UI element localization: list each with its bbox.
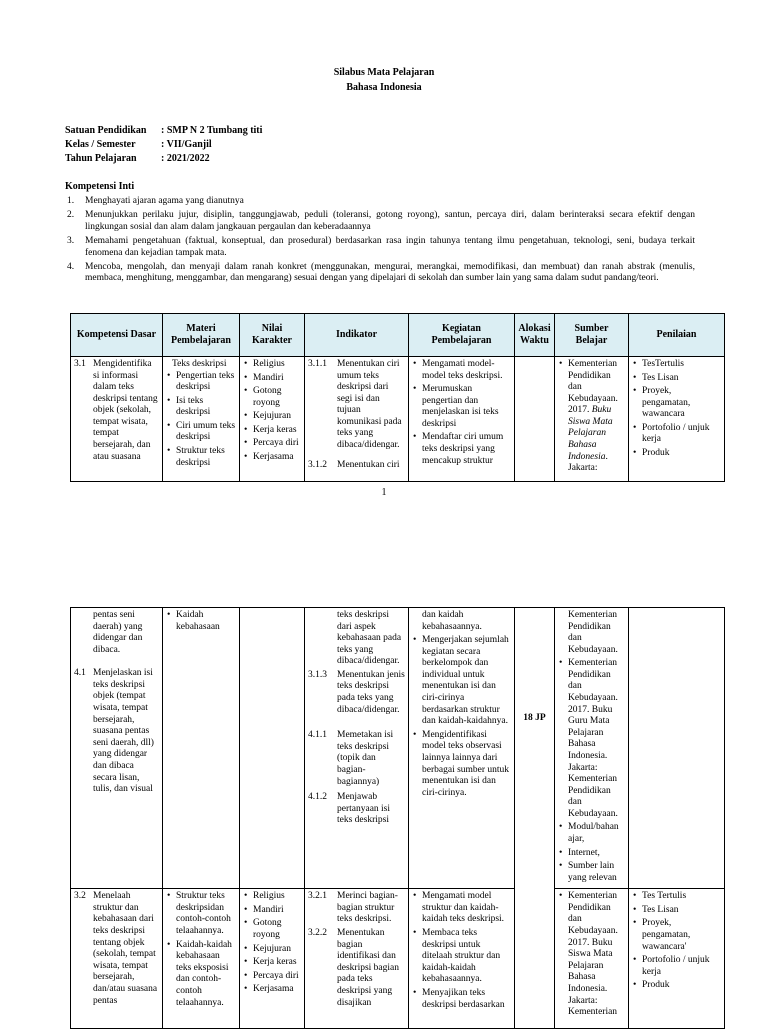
materi-cell	[163, 889, 240, 1029]
ki-text: Menghayati ajaran agama yang dianutnya	[85, 196, 244, 206]
ind-num: 4.1.1	[308, 730, 327, 741]
kegiatan-item: • Mendaftar ciri umum teks deskripsi yang mencakup struktur	[422, 432, 511, 467]
kegiatan-item: • Merumuskan pengertian dan menjelaskan isi teks deskripsi	[422, 384, 511, 430]
ki-num: 2.	[67, 210, 75, 221]
page-number: 1	[381, 487, 387, 498]
info-label: Tahun Pelajaran	[65, 153, 137, 164]
kegiatan-cell	[409, 357, 515, 482]
ind-text: Menentukan bagian identifikasi dan deskripsi bagian pada teks deskripsi yang disajikan	[337, 928, 400, 1008]
kegiatan-item: • Mengidentifikasi model teks observasi lainnya lainnya dari berbagai sumber untuk menentukan isi dan ciri-cirinya.	[422, 730, 511, 799]
nilai-item: • Religius	[253, 891, 301, 903]
alokasi-value: 18 JP	[523, 713, 546, 724]
syllabus-table-page1	[70, 313, 725, 482]
table-row	[71, 357, 725, 482]
info-satuan	[65, 125, 262, 137]
sumber-text: . Jakarta:	[568, 451, 608, 474]
ki-text: Mencoba, mengolah, dan menyaji dalam ranah konkret (menggunakan, mengurai, merangkai, memodifikasi, dan membuat) dan ranah abstrak (menulis, membaca, menghitung, menggambar, dan mengarang) sesuai dengan yang dipelajari di sekolah dan sumber lain yang sama dalam sudut pandang/teori.	[85, 261, 695, 284]
ind-text: Menjawab pertanyaan isi teks deskripsi	[337, 792, 391, 826]
materi-intro: Teks deskripsi	[172, 359, 227, 369]
sumber-item: • Modul/bahan ajar,	[568, 822, 625, 845]
sumber-cell	[555, 357, 629, 482]
col-header: Sumber Belajar	[555, 314, 629, 357]
kegiatan-text: dan kaidah kebahasaannya.	[422, 610, 482, 632]
sumber-item: • Kementerian Pendidikan dan Kebudayaan. 2017. Buku Siswa Mata Pelajaran Bahasa Indonesia. Jakarta: Kementerian	[568, 891, 625, 1018]
kegiatan-item: • Mengerjakan sejumlah kegiatan secara berkelompok dan individual untuk menentukan isi dan ciri-cirinya berdasarkan struktur dan kaidah-kaidahnya.	[422, 635, 511, 728]
ki-list	[67, 196, 695, 288]
kd-text: Mengidentifika si informasi dalam teks deskripsi tentang objek (sekolah, tempat wisata, tempat bersejarah, dan atau suasana	[93, 359, 158, 462]
nilai-item: • Mandiri	[253, 373, 301, 385]
nilai-cell	[240, 608, 305, 889]
penilaian-cell	[629, 608, 725, 889]
nilai-item: • Kerjasama	[253, 984, 301, 996]
info-value: : 2021/2022	[161, 153, 210, 164]
kegiatan-item: • Mengamati model-model teks deskripsi.	[422, 359, 511, 382]
col-header: Materi Pembelajaran	[163, 314, 240, 357]
table-header-row	[71, 314, 725, 357]
nilai-cell	[240, 357, 305, 482]
penilaian-cell	[629, 357, 725, 482]
kegiatan-cell	[409, 889, 515, 1029]
sumber-item: • Sumber lain yang relevan	[568, 861, 625, 884]
ki-text: Memahami pengetahuan (faktual, konseptual, dan prosedural) berdasarkan rasa ingin tahunya tentang ilmu pengetahuan, teknologi, seni, budaya terkait fenomena dan kejadian tampak mata.	[85, 236, 695, 258]
ind-text: teks deskripsi dari aspek kebahasaan pada teks yang dibaca/didengar.	[337, 610, 402, 667]
sumber-text: Kementerian Pendidikan dan Kebudayaan.	[568, 610, 618, 655]
kd-num: 3.2	[74, 891, 86, 902]
col-header: Kompetensi Dasar	[71, 314, 163, 357]
materi-item: • Struktur teks deskripsi	[176, 446, 236, 469]
kegiatan-item: • Menyajikan teks deskripsi berdasarkan	[422, 988, 511, 1011]
indikator-cell	[305, 357, 409, 482]
penilaian-item: • Tes Tertulis	[642, 891, 721, 903]
info-label: Kelas / Semester	[65, 139, 136, 150]
ki-heading: Kompetensi Inti	[65, 181, 135, 192]
penilaian-item: • Produk	[642, 448, 721, 460]
info-tahun	[65, 153, 210, 165]
ind-text: Merinci bagian-bagian struktur teks deskripsi.	[337, 891, 398, 925]
info-kelas	[65, 139, 212, 151]
kd-cell	[71, 608, 163, 889]
nilai-item: • Kejujuran	[253, 944, 301, 956]
sumber-item: • Internet,	[568, 848, 625, 860]
ind-num: 4.1.2	[308, 792, 327, 803]
alokasi-cell	[515, 357, 555, 482]
materi-item: • Isi teks deskripsi	[176, 396, 236, 419]
table-row	[71, 608, 725, 889]
alokasi-cell	[515, 608, 555, 1029]
col-header: Nilai Karakter	[240, 314, 305, 357]
ind-text: Memetakan isi teks deskripsi (topik dan bagian-bagiannya)	[337, 730, 394, 787]
ki-text: Menunjukkan perilaku jujur, disiplin, tanggungjawab, peduli (toleransi, gotong royong), santun, percaya diri, dalam berinteraksi secara efektif dengan lingkungan sosial dan alam dalam jangkauan pergaulan dan keberadaannya	[85, 210, 695, 232]
ki-item	[67, 196, 695, 207]
document-title: Silabus Mata Pelajaran	[333, 67, 435, 78]
ind-num: 3.1.3	[308, 669, 327, 680]
sumber-item: • Kementerian Pendidikan dan Kebudayaan. 2017. Buku Guru Mata Pelajaran Bahasa Indonesia. Jakarta: Kementerian Pendidikan dan Kebudayaan.	[568, 658, 625, 820]
nilai-item: • Mandiri	[253, 905, 301, 917]
nilai-item: • Gotong royong	[253, 918, 301, 941]
materi-item: • Pengertian teks deskripsi	[176, 371, 236, 394]
ind-num: 3.1.2	[308, 459, 327, 470]
materi-cell	[163, 357, 240, 482]
kegiatan-cell	[409, 608, 515, 889]
penilaian-cell	[629, 889, 725, 1029]
penilaian-item: • Portofolio / unjuk kerja	[642, 423, 721, 446]
kd-num: 4.1	[74, 668, 86, 679]
materi-item: • Kaidah-kaidah kebahasaan teks eksposisi dan contoh-contoh telaahannya.	[176, 940, 236, 1009]
kd-cell	[71, 357, 163, 482]
ind-num: 3.2.1	[308, 891, 327, 902]
ind-num: 3.2.2	[308, 928, 327, 939]
ki-num: 3.	[67, 236, 75, 247]
col-header: Penilaian	[629, 314, 725, 357]
penilaian-item: • Tes Lisan	[642, 905, 721, 917]
ind-text: Menentukan ciri	[337, 459, 400, 470]
nilai-cell	[240, 889, 305, 1029]
penilaian-item: • Portofolio / unjuk kerja	[642, 955, 721, 978]
materi-item: • Struktur teks deskripsidan contoh-contoh telaahannya.	[176, 891, 236, 937]
nilai-item: • Percaya diri	[253, 438, 301, 450]
nilai-item: • Kerja keras	[253, 957, 301, 969]
info-label: Satuan Pendidikan	[65, 125, 147, 136]
nilai-item: • Kejujuran	[253, 411, 301, 423]
penilaian-item: • TesTertulis	[642, 359, 721, 371]
kd-text: pentas seni daerah) yang didengar dan dibaca.	[93, 610, 143, 655]
ki-item	[67, 210, 695, 233]
ki-num: 1.	[67, 196, 75, 206]
col-header: Indikator	[305, 314, 409, 357]
ki-num: 4.	[67, 261, 75, 272]
sumber-cell	[555, 608, 629, 889]
info-value: : SMP N 2 Tumbang titi	[161, 125, 263, 136]
sumber-item	[568, 359, 625, 475]
table-row	[71, 889, 725, 1029]
col-header: Kegiatan Pembelajaran	[409, 314, 515, 357]
ind-text: Menentukan jenis teks deskripsi pada teks yang dibaca/didengar.	[337, 669, 405, 715]
nilai-item: • Kerja keras	[253, 425, 301, 437]
penilaian-item: • Proyek, pengamatan, wawancara'	[642, 918, 721, 953]
materi-item: • Kaidah kebahasaan	[176, 610, 236, 633]
nilai-item: • Percaya diri	[253, 971, 301, 983]
ki-item	[67, 262, 695, 285]
penilaian-item: • Proyek, pengamatan, wawancara	[642, 386, 721, 421]
document-subtitle: Bahasa Indonesia	[346, 82, 422, 93]
materi-item: • Ciri umum teks deskripsi	[176, 421, 236, 444]
kd-text: Menjelaskan isi teks deskripsi objek (tempat wisata, tempat bersejarah, suasana pentas seni daerah, dll) yang didengar dan dibaca secara lisan, tulis, dan visual	[93, 668, 154, 795]
kegiatan-item: • Mengamati model struktur dan kaidah-kaidah teks deskripsi.	[422, 891, 511, 926]
materi-cell	[163, 608, 240, 889]
kegiatan-item: • Membaca teks deskripsi untuk ditelaah struktur dan kaidah-kaidah kebahasaannya.	[422, 928, 511, 986]
kd-text: Menelaah struktur dan kebahasaan dari teks deskripsi tentang objek (sekolah, tempat wisata, tempat bersejarah, dan/atau suasana pentas	[93, 891, 158, 1006]
nilai-item: • Gotong royong	[253, 386, 301, 409]
indikator-cell	[305, 608, 409, 889]
kd-cell	[71, 889, 163, 1029]
sumber-cell	[555, 889, 629, 1029]
penilaian-item: • Produk	[642, 980, 721, 992]
info-value: : VII/Ganjil	[161, 139, 212, 150]
nilai-item: • Kerjasama	[253, 452, 301, 464]
indikator-cell	[305, 889, 409, 1029]
ki-item	[67, 236, 695, 259]
col-header: Alokasi Waktu	[515, 314, 555, 357]
sumber-title: Buku Siswa Mata Pelajaran Bahasa Indonesia	[568, 405, 613, 462]
nilai-item: • Religius	[253, 359, 301, 371]
penilaian-item: • Tes Lisan	[642, 373, 721, 385]
syllabus-table-page2	[70, 607, 725, 1029]
kd-num: 3.1	[74, 359, 86, 369]
sumber-text: Kementerian Pendidikan dan Kebudayaan. 2017.	[568, 359, 618, 416]
ind-num: 3.1.1	[308, 359, 327, 369]
ind-text: Menentukan ciri umum teks deskripsi dari segi isi dan tujuan komunikasi pada teks yang dibaca/didengar.	[337, 359, 402, 451]
